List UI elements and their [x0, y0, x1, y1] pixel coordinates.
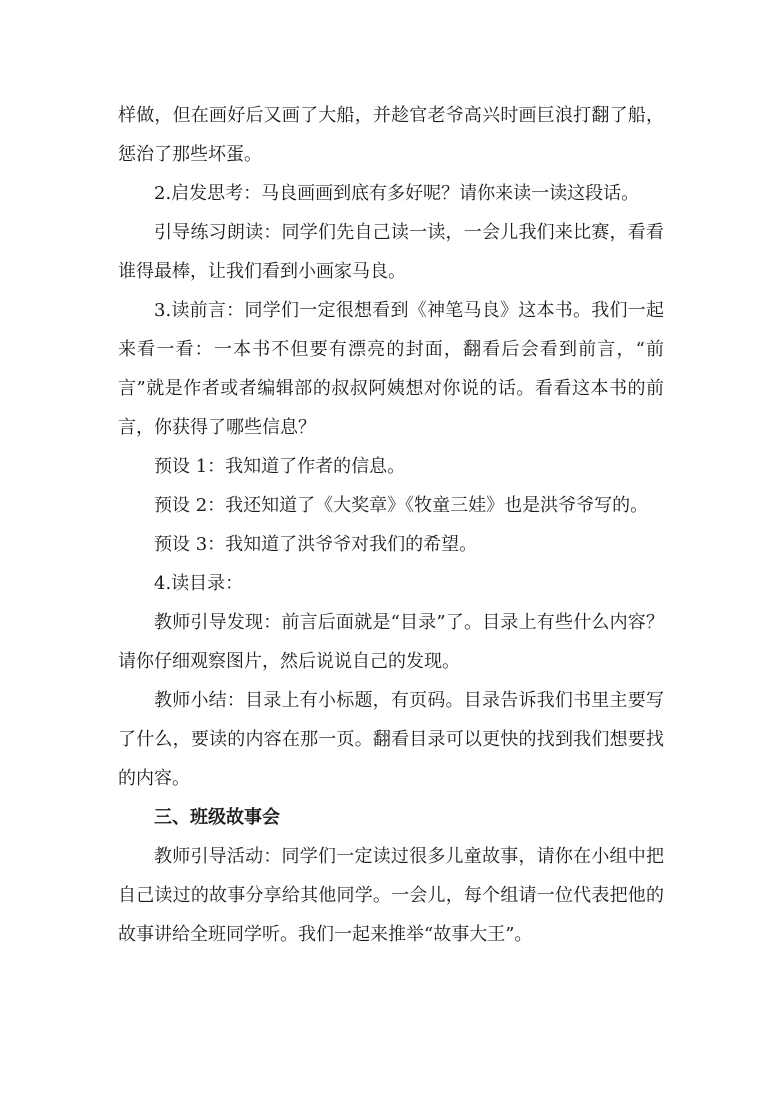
- paragraph-preset-2: 预设 2：我还知道了《大奖章》《牧童三娃》也是洪爷爷写的。: [154, 495, 649, 516]
- paragraph-preset-3: 预设 3：我知道了洪爷爷对我们的希望。: [154, 534, 478, 555]
- paragraph-guided-reading: 引导练习朗读：同学们先自己读一读，一会儿我们来比赛，看看谁得最棒，让我们看到小画家马良。: [118, 222, 664, 282]
- paragraph-teacher-guide-activity: 教师引导活动：同学们一定读过很多儿童故事，请你在小组中把自己读过的故事分享给其他同学。一会儿，每个组请一位代表把他的故事讲给全班同学听。我们一起来推举“故事大王”。: [118, 846, 664, 945]
- paragraph-read-preface: 3.读前言：同学们一定很想看到《神笔马良》这本书。我们一起来看一看：一本书不但要有漂亮的封面，翻看后会看到前言，“前言”就是作者或者编辑部的叔叔阿姨想对你说的话。看看这本书的前言，你获得了哪些信息？: [118, 300, 664, 438]
- paragraph-read-contents: 4.读目录：: [154, 573, 244, 594]
- paragraph-teacher-summary: 教师小结：目录上有小标题，有页码。目录告诉我们书里主要写了什么，要读的内容在那一页。翻看目录可以更快的找到我们想要找的内容。: [118, 690, 664, 789]
- section-heading: 三、班级故事会: [154, 807, 280, 828]
- paragraph-teacher-guide-discovery: 教师引导发现：前言后面就是“目录”了。目录上有些什么内容？请你仔细观察图片，然后说说自己的发现。: [118, 612, 664, 672]
- paragraph-inspire-thinking: 2.启发思考：马良画画到底有多好呢？请你来读一读这段话。: [154, 183, 640, 204]
- paragraph-continuation: 样做，但在画好后又画了大船，并趁官老爷高兴时画巨浪打翻了船，惩治了那些坏蛋。: [118, 105, 664, 165]
- document-body: [118, 96, 664, 954]
- paragraph-preset-1: 预设 1：我知道了作者的信息。: [154, 456, 406, 477]
